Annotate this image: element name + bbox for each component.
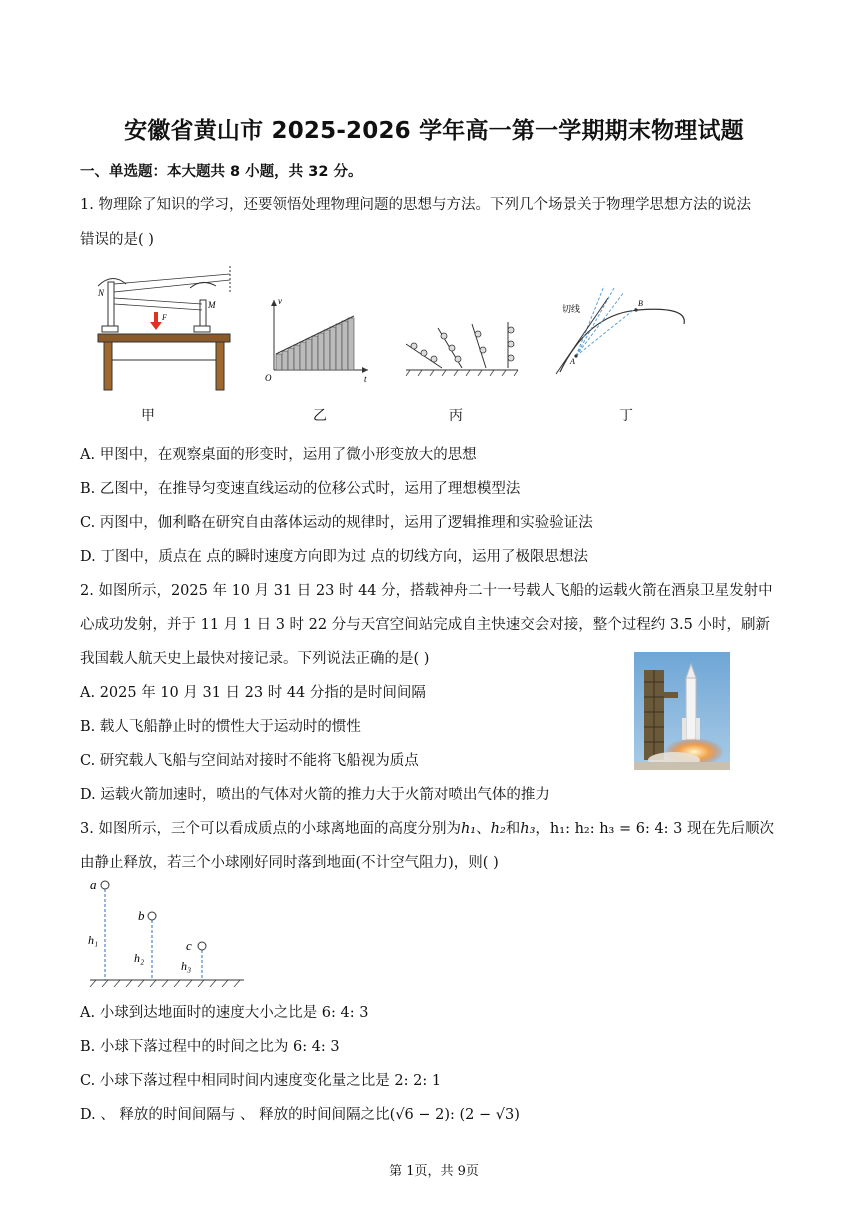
page-footer: 第 1页，共 9页: [389, 1164, 479, 1179]
label-f: F: [162, 313, 167, 322]
q3-option-d: [80, 1103, 520, 1124]
label-qiexian: 切线: [562, 304, 581, 314]
q3-h1: h₁: [460, 821, 477, 837]
ball-c-label: c: [186, 938, 192, 953]
height-h1-label: h₁: [88, 933, 99, 947]
q3-option-d-math: (√6 − 2): (2 − √3): [389, 1107, 520, 1123]
q3-stem-line2: 由静止释放，若三个小球刚好同时落到地面(不计空气阻力)，则( ): [80, 855, 499, 871]
caption-jia: 甲: [141, 408, 155, 424]
figure-yi-vt-graph: [262, 292, 374, 384]
q2-option-c: C. 研究载人飞船与空间站对接时不能将飞船视为质点: [80, 753, 419, 769]
figure-jia-table: [90, 262, 240, 392]
ball-b-label: b: [138, 908, 145, 923]
caption-bing: 丙: [449, 408, 463, 424]
q3-stem-line1: 3. 如图所示，三个可以看成质点的小球离地面的高度分别为h₁、h₂和h₃，h₁: h₂: h₃ = 6: 4: 3 现在先后顺次: [80, 821, 775, 837]
q3-option-a: A. 小球到达地面时的速度大小之比是 6: 4: 3: [80, 1005, 369, 1021]
figure-bing-inclines: [402, 322, 522, 378]
page-title: 安徽省黄山市 2025-2026 学年高一第一学期期末物理试题: [124, 118, 744, 144]
q2-option-d: D. 运载火箭加速时，喷出的气体对火箭的推力大于火箭对喷出气体的推力: [80, 787, 550, 803]
q1-option-b: B. 乙图中，在推导匀变速直线运动的位移公式时，运用了理想模型法: [80, 481, 521, 497]
q3-ratio: h₁: h₂: h₃ = 6: 4: 3: [549, 821, 683, 837]
label-b-point: B: [638, 299, 643, 308]
label-o: O: [265, 373, 272, 383]
rocket-launch-photo: [634, 652, 730, 770]
q1-option-c: C. 丙图中，伽利略在研究自由落体运动的规律时，运用了逻辑推理和实验验证法: [80, 515, 593, 531]
q3-option-c: C. 小球下落过程中相同时间内速度变化量之比是 2: 2: 1: [80, 1073, 442, 1089]
section-heading: 一、单选题：本大题共 8 小题，共 32 分。: [80, 164, 363, 180]
height-h2-label: h₂: [134, 951, 145, 965]
q3-h2: h₂: [490, 821, 506, 837]
q2-option-b: B. 载人飞船静止时的惯性大于运动时的惯性: [80, 719, 361, 735]
q3-h3: h₃: [520, 821, 536, 837]
label-n: N: [98, 288, 105, 298]
q3-stem-comma: ，: [535, 821, 550, 837]
caption-ding: 丁: [619, 408, 633, 424]
q2-stem-line2: 心成功发射，并于 11 月 1 日 3 时 22 分与天宫空间站完成自主快速交会对接，整个过程约 3.5 小时，刷新: [80, 617, 770, 633]
q2-stem-line1: 2. 如图所示，2025 年 10 月 31 日 23 时 44 分，搭载神舟二十一号载人飞船的运载火箭在酒泉卫星发射中: [80, 583, 773, 599]
label-m: M: [208, 300, 216, 310]
q2-option-a: A. 2025 年 10 月 31 日 23 时 44 分指的是时间间隔: [80, 685, 426, 701]
q3-option-b: B. 小球下落过程中的时间之比为 6: 4: 3: [80, 1039, 340, 1055]
ball-a-label: a: [90, 877, 97, 892]
q3-and: 和: [505, 821, 521, 837]
figure-three-balls: [84, 876, 248, 990]
label-a-point: A: [570, 357, 575, 366]
q1-stem-line1: 1. 物理除了知识的学习，还要领悟处理物理问题的思想与方法。下列几个场景关于物理学思想方法的说法: [80, 197, 751, 213]
q3-stem-text-c: 现在先后顺次: [687, 821, 775, 837]
q3-stem-text-a: 3. 如图所示，三个可以看成质点的小球离地面的高度分别为: [80, 821, 461, 837]
q1-stem-line2: 错误的是( ): [80, 232, 154, 248]
height-h3-label: h₃: [181, 959, 192, 973]
label-v: v: [278, 296, 282, 306]
q2-stem-line3: 我国载人航天史上最快对接记录。下列说法正确的是( ): [80, 651, 430, 667]
q1-option-d: D. 丁图中，质点在 点的瞬时速度方向即为过 点的切线方向，运用了极限思想法: [80, 549, 589, 565]
q3-option-d-text: D. 、 释放的时间间隔与 、 释放的时间间隔之比: [80, 1107, 390, 1123]
label-t: t: [364, 374, 367, 384]
figure-ding-tangent: [548, 284, 688, 380]
caption-yi: 乙: [313, 408, 327, 424]
q1-option-a: A. 甲图中，在观察桌面的形变时，运用了微小形变放大的思想: [80, 447, 477, 463]
